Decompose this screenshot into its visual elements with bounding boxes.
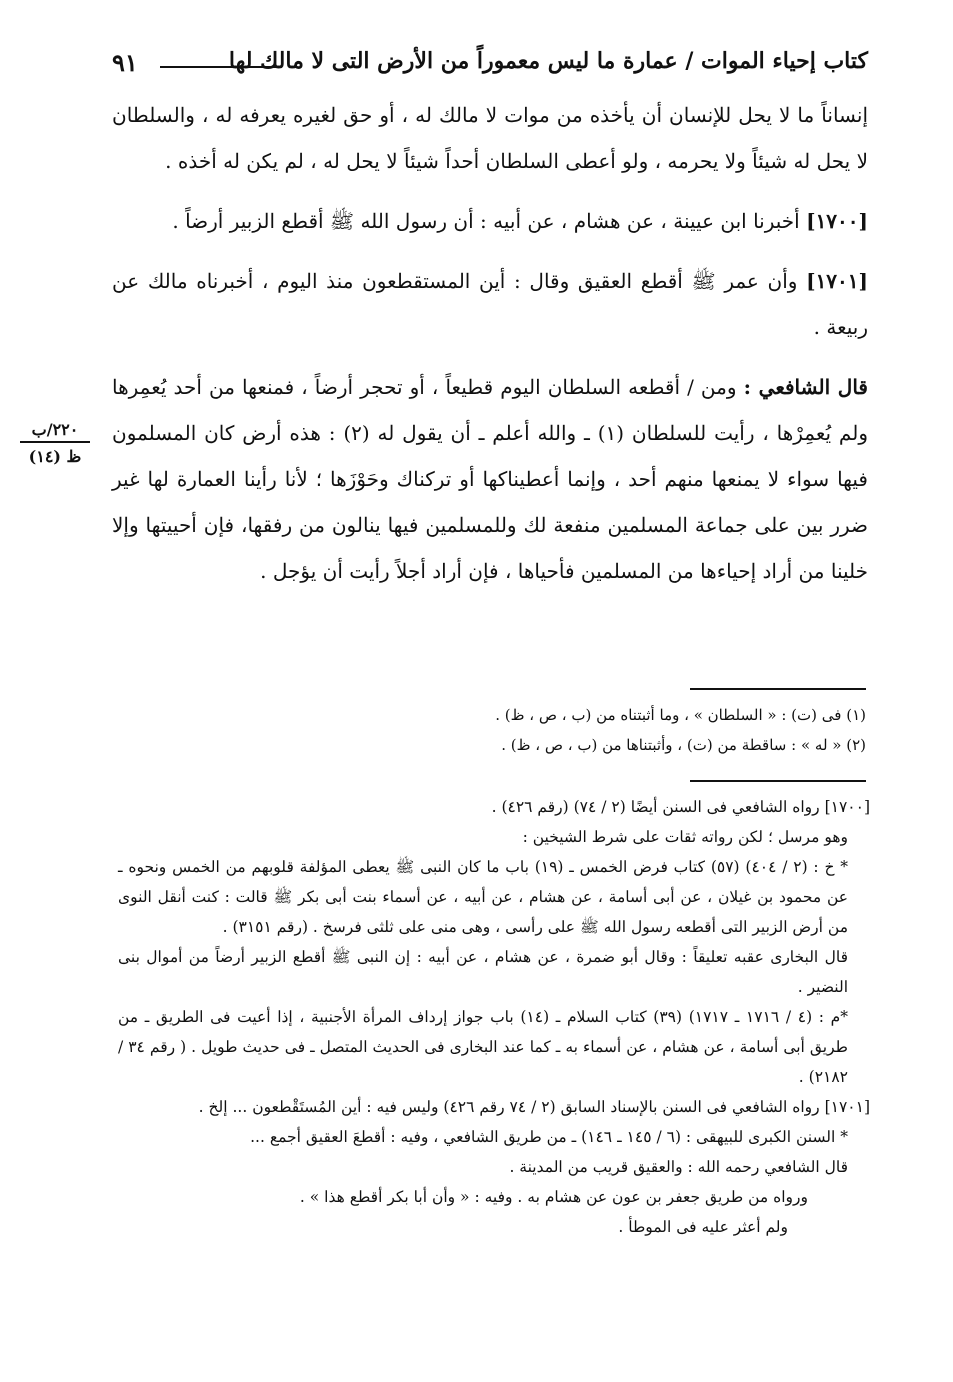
footnote-separator — [690, 688, 866, 690]
footnotes — [160, 700, 866, 760]
header-title: كتاب إحياء الموات / عمارة ما ليس معموراً من الأرض التى لا مالك لها — [228, 48, 868, 74]
footnote-2: (٢) « له » : ساقطة من (ت) ، وأثبتناها من (ب ، ص ، ظ) . — [501, 736, 866, 754]
page-number: ٩١ — [112, 48, 138, 77]
ref-1701-a: * السنن الكبرى للبيهقى : (٦ / ١٤٥ ـ ١٤٦) ـ من طريق الشافعي ، وفيه : أقطعَ العقيق أجمع ... — [250, 1128, 848, 1146]
ref-1701-head: [١٧٠١] رواه الشافعي فى السنن بالإسناد السابق (٢ / ٧٤ رقم ٤٢٦) وليس فيه : أين المُستَقْطعون ... إلخ . — [198, 1098, 870, 1116]
hadith-1701-text: وأن عمر ﷺ أقطع العقيق وقال : أين المستقطعون منذ اليوم ، أخبرناه مالك عن ربيعة . — [112, 269, 868, 339]
margin-note-folio: ٢٢٠/ب — [20, 420, 90, 443]
references — [118, 792, 870, 1242]
ref-1701-d: ولم أعثر عليه فى الموطأ . — [618, 1218, 788, 1236]
header-rule — [160, 66, 282, 68]
margin-note-ms: ظ (١٤) — [28, 447, 82, 466]
margin-note — [20, 420, 90, 466]
ref-1701-b: قال الشافعي رحمه الله : والعقيق قريب من المدينة . — [509, 1158, 848, 1176]
hadith-1700-text: أخبرنا ابن عيينة ، عن هشام ، عن أبيه : أن رسول الله ﷺ أقطع الزبير أرضاً . — [172, 209, 800, 233]
shafii-paragraph — [112, 364, 868, 594]
running-header — [112, 46, 868, 86]
ref-1700-c: قال البخارى عقبه تعليقاً : وقال أبو ضمرة ، عن هشام ، عن أبيه : إن النبى ﷺ أقطع الزبير أرضاً من أموال بنى النضير . — [118, 948, 848, 996]
shafii-lead: قال الشافعي : — [743, 375, 868, 399]
references-separator — [690, 780, 866, 782]
hadith-1700 — [112, 198, 868, 244]
hadith-1701 — [112, 258, 868, 350]
ref-1701-c: ورواه من طريق جعفر بن عون عن هشام به . وفيه : « وأن أبا بكر أقطع هذا » . — [299, 1188, 808, 1206]
hadith-1700-number: [١٧٠٠] — [806, 209, 868, 233]
shafii-text: ومن / أقطعه السلطان اليوم قطيعاً ، أو تحجر أرضاً ، فمنعها من أحد يُعمِرها ولم يُعمِرْها ، رأيت للسلطان (١) ـ والله أعلم ـ أن يقول له (٢) : هذه أرض كان المسلمون فيها سواء لا يمنعها منهم أحد ، وإنما أعطيناكها أو تركناك وحَوْزَها ؛ لأنا رأينا العمارة لها غير ضرر بين على جماعة المسلمين منفعة لك وللمسلمين فيها ينالون من رفقها، فإن أحييتها وإلا خلينا من أراد إحياءها من المسلمين فأحياها ، فإن أراد أجلاً رأيت أن يؤجل . — [112, 375, 868, 583]
hadith-1701-number: [١٧٠١] — [806, 269, 868, 293]
main-text — [112, 92, 868, 598]
paragraph-intro: إنساناً ما لا يحل للإنسان أن يأخذه من موات لا مالك له ، أو حق لغيره يعرفه له ، والسلطان لا يحل له شيئاً ولا يحرمه ، ولو أعطى السلطان أحداً شيئاً لا يحل له ، لم يكن له أخذه . — [112, 103, 868, 173]
footnote-1: (١) فى (ت) : « السلطان » ، وما أثبتناه من (ب ، ص ، ظ) . — [495, 706, 866, 724]
ref-1700-b: * خ : (٢ / ٤٠٤) (٥٧) كتاب فرض الخمس ـ (١٩) باب ما كان النبى ﷺ يعطى المؤلفة قلوبهم من الخمس ونحوه ـ عن محمود بن غيلان ، عن أبى أسامة ، عن هشام ، عن أبيه ، عن أسماء بنت أبى بكر ﷺ قالت : كنت أنقل النوى من أرض الزبير التى أقطعه رسول الله ﷺ على رأسى ، وهى منى على ثلثى فرسخ . (رقم ٣١٥١) . — [118, 858, 848, 936]
ref-1700-d: *م : (٤ / ١٧١٦ ـ ١٧١٧) (٣٩) كتاب السلام ـ (١٤) باب جواز إرداف المرأة الأجنبية ، إذا أعيت فى الطريق ـ من طريق أبى أسامة ، عن هشام ، عن أسماء به ـ كما عند البخارى فى الحديث المتصل ـ فى حديث طويل . ( رقم ٣٤ / ٢١٨٢) . — [118, 1008, 848, 1086]
ref-1700-head: [١٧٠٠] رواه الشافعي فى السنن أيضًا (٢ / ٧٤) (رقم ٤٢٦) . — [491, 798, 870, 816]
ref-1700-a: وهو مرسل ؛ لكن رواته ثقات على شرط الشيخين : — [522, 828, 848, 846]
